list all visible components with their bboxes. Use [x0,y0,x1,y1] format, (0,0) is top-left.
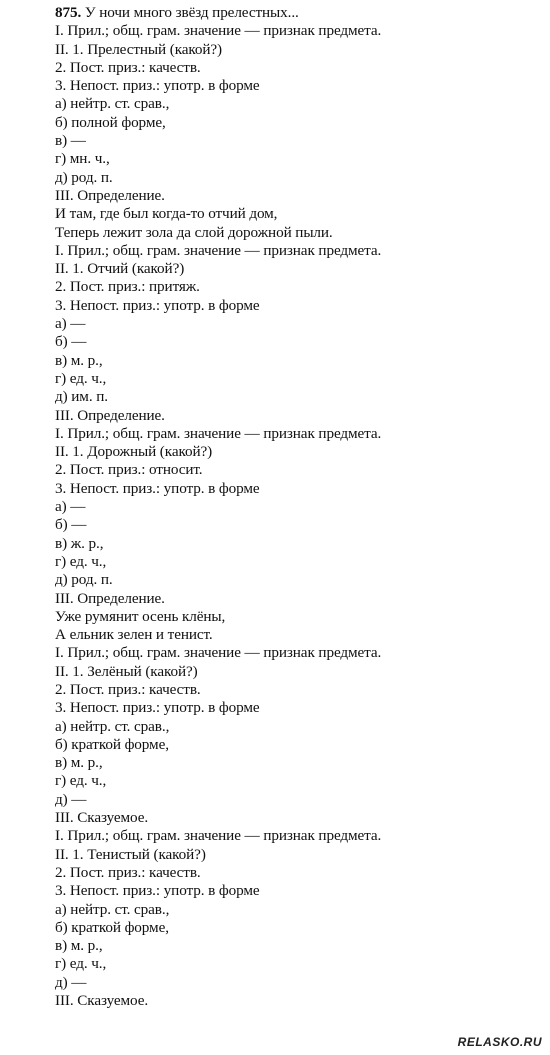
text-line: а) нейтр. ст. срав., [55,900,170,918]
text-line: 3. Непост. приз.: употр. в форме [55,296,260,314]
text-line: II. 1. Зелёный (какой?) [55,662,198,680]
text-line: а) нейтр. ст. срав., [55,95,170,113]
text-line: г) ед. ч., [55,552,107,570]
text-line: III. Определение. [55,186,165,204]
text-line: 3. Непост. приз.: употр. в форме [55,882,260,900]
text-line: в) м. р., [55,937,103,955]
text-line: Теперь лежит зола да слой дорожной пыли. [55,223,333,241]
text-line: I. Прил.; общ. грам. значение — признак предмета. [55,827,382,845]
text-line: Уже румянит осень клёны, [55,607,226,625]
text-line: I. Прил.; общ. грам. значение — признак предмета. [55,424,382,442]
text-line: б) полной форме, [55,113,166,131]
text-line: в) м. р., [55,754,103,772]
text-line: д) род. п. [55,168,113,186]
text-line: I. Прил.; общ. грам. значение — признак предмета. [55,644,382,662]
text-line: II. 1. Отчий (какой?) [55,260,185,278]
text-line: г) ед. ч., [55,955,107,973]
text-line: д) — [55,973,87,991]
text-line: II. 1. Прелестный (какой?) [55,40,223,58]
text-line: б) краткой форме, [55,735,169,753]
text-line: а) нейтр. ст. срав., [55,717,170,735]
text-line: б) — [55,516,87,534]
text-line: I. Прил.; общ. грам. значение — признак предмета. [55,241,382,259]
text-line: 2. Пост. приз.: качеств. [55,58,201,76]
exercise-number: 875. [55,4,82,21]
text-line: а) — [55,498,86,516]
text-line: д) род. п. [55,571,113,589]
text-line: 3. Непост. приз.: употр. в форме [55,699,260,717]
text-line: г) мн. ч., [55,150,110,168]
document-body [55,4,525,1010]
text-line: II. 1. Дорожный (какой?) [55,443,213,461]
text-line: II. 1. Тенистый (какой?) [55,845,206,863]
text-line: 2. Пост. приз.: относит. [55,461,203,479]
watermark: RELASKO.RU [457,1035,542,1049]
text-line: б) — [55,333,87,351]
text-line: г) ед. ч., [55,369,107,387]
text-line: 3. Непост. приз.: употр. в форме [55,479,260,497]
text-line: 2. Пост. приз.: качеств. [55,680,201,698]
text-line: А ельник зелен и тенист. [55,626,213,644]
text-line: г) ед. ч., [55,772,107,790]
text-line: а) — [55,315,86,333]
text-line: д) им. п. [55,388,108,406]
text-line: д) — [55,790,87,808]
text-line: в) м. р., [55,351,103,369]
text-line: 2. Пост. приз.: притяж. [55,278,200,296]
text-line: III. Сказуемое. [55,992,149,1010]
text-line: в) — [55,132,86,150]
text-line: 875. У ночи много звёзд прелестных... [55,4,299,21]
text-line: 2. Пост. приз.: качеств. [55,863,201,881]
text-line: III. Определение. [55,406,165,424]
text-line: И там, где был когда-то отчий дом, [55,205,278,223]
text-line: в) ж. р., [55,534,104,552]
text-line: III. Сказуемое. [55,809,149,827]
text-line: 3. Непост. приз.: употр. в форме [55,77,260,95]
text-line: I. Прил.; общ. грам. значение — признак предмета. [55,22,382,40]
text-line: б) краткой форме, [55,918,169,936]
text-line: III. Определение. [55,589,165,607]
